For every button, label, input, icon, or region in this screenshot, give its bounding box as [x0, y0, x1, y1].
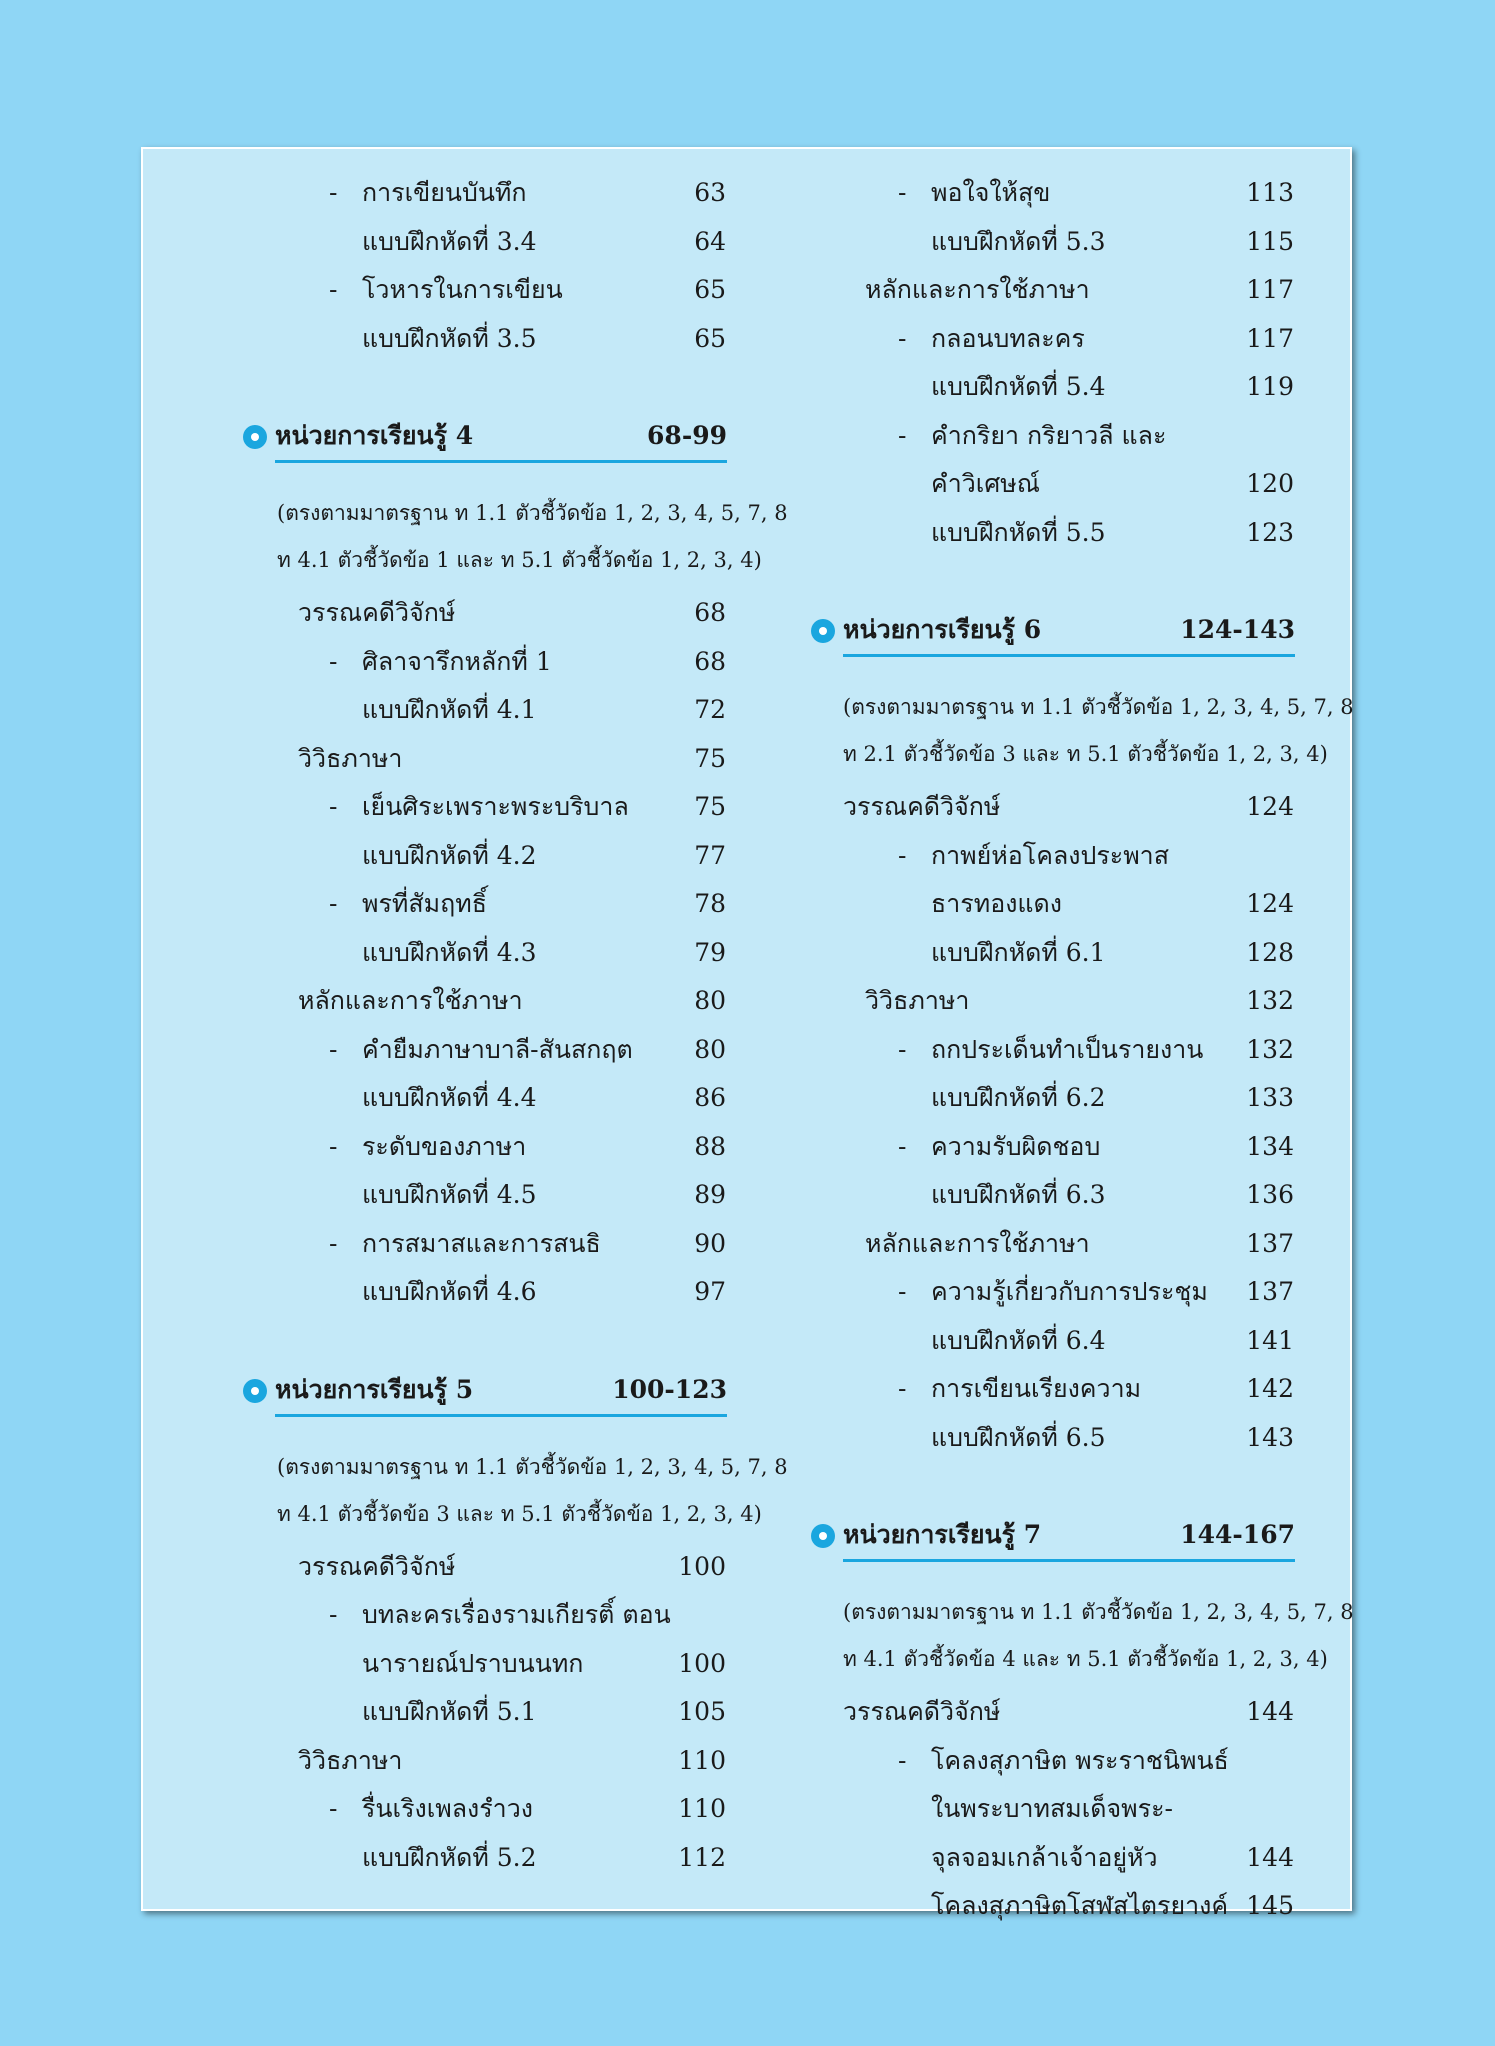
page-number: 100	[678, 1648, 726, 1678]
page-number: 110	[678, 1745, 726, 1775]
topic-entry: ถกประเด็นทำเป็นรายงาน	[931, 1034, 1204, 1064]
unit-underline	[843, 654, 1295, 657]
section-heading: วรรณคดีวิจักษ์	[298, 598, 456, 627]
section-heading: วรรณคดีวิจักษ์	[298, 1551, 456, 1581]
dash-marker: -	[329, 1034, 338, 1064]
page-number: 86	[694, 1083, 726, 1112]
page-number: 119	[1246, 372, 1294, 401]
exercise-entry: จุลจอมเกล้าเจ้าอยู่หัว	[931, 1842, 1158, 1872]
dash-marker: -	[898, 1277, 907, 1306]
bullet-icon	[243, 1379, 267, 1403]
unit-page-range: 124-143	[1180, 615, 1295, 644]
page-number: 124	[1246, 792, 1294, 821]
bullet-icon	[811, 619, 835, 643]
unit-header	[811, 610, 1295, 650]
unit-title: หน่วยการเรียนรู้ 6	[843, 615, 1042, 644]
section-heading: วิวิธภาษา	[865, 986, 970, 1015]
unit-header	[243, 1370, 727, 1410]
exercise-entry: แบบฝึกหัดที่ 6.5	[931, 1422, 1106, 1452]
page-number: 80	[694, 1034, 726, 1064]
topic-entry: ความรับผิดชอบ	[931, 1131, 1101, 1161]
page-number: 144	[1246, 1697, 1294, 1726]
page-number: 128	[1246, 937, 1294, 967]
exercise-entry: แบบฝึกหัดที่ 3.5	[362, 323, 537, 353]
page-number: 117	[1246, 275, 1294, 304]
page-number: 68	[694, 598, 726, 627]
topic-entry: บทละครเรื่องรามเกียรติ์ ตอน	[362, 1600, 671, 1629]
dash-marker: -	[329, 1131, 338, 1161]
topic-entry: การสมาสและการสนธิ	[362, 1228, 601, 1258]
bullet-icon	[811, 1524, 835, 1548]
topic-entry: การเขียนบันทึก	[362, 178, 527, 207]
topic-entry: คำยืมภาษาบาลี-สันสกฤต	[362, 1034, 633, 1064]
toc-page	[141, 147, 1354, 1920]
page-number: 75	[694, 743, 726, 773]
section-heading: หลักและการใช้ภาษา	[298, 986, 523, 1015]
standards-note: ท 2.1 ตัวชี้วัดข้อ 3 และ ท 5.1 ตัวชี้วัดข้อ 1, 2, 3, 4)	[843, 742, 1328, 766]
page-number: 143	[1246, 1422, 1294, 1452]
exercise-entry: โคลงสุภาษิตโสฬสไตรยางค์	[931, 1891, 1229, 1920]
page-number: 112	[678, 1842, 726, 1872]
topic-entry: โวหารในการเขียน	[362, 275, 563, 304]
exercise-entry: แบบฝึกหัดที่ 4.4	[362, 1083, 537, 1112]
topic-entry: เย็นศิระเพราะพระบริบาล	[362, 792, 629, 821]
section-heading: วรรณคดีวิจักษ์	[843, 792, 1001, 821]
page-number: 145	[1246, 1891, 1294, 1920]
dash-marker: -	[329, 889, 338, 918]
page-number: 132	[1246, 1034, 1294, 1064]
page-number: 132	[1246, 986, 1294, 1015]
page-number: 72	[694, 695, 726, 724]
exercise-entry: แบบฝึกหัดที่ 6.1	[931, 937, 1106, 967]
topic-entry: ความรู้เกี่ยวกับการประชุม	[931, 1277, 1208, 1306]
page-number: 144	[1246, 1842, 1294, 1872]
exercise-entry: แบบฝึกหัดที่ 6.4	[931, 1325, 1106, 1355]
page-number: 77	[694, 840, 726, 870]
dash-marker: -	[329, 275, 338, 304]
dash-marker: -	[898, 178, 907, 207]
topic-entry: พรที่สัมฤทธิ์	[362, 889, 487, 918]
topic-entry: ศิลาจารึกหลักที่ 1	[362, 646, 552, 676]
page-number: 97	[694, 1277, 726, 1306]
unit-header	[811, 1515, 1295, 1555]
page-number: 80	[694, 986, 726, 1015]
page-number: 137	[1246, 1228, 1294, 1258]
page-number: 142	[1246, 1374, 1294, 1403]
page-number: 136	[1246, 1180, 1294, 1209]
exercise-entry: ในพระบาทสมเด็จพระ-	[931, 1794, 1173, 1823]
page-number: 78	[694, 889, 726, 918]
standards-note: ท 4.1 ตัวชี้วัดข้อ 4 และ ท 5.1 ตัวชี้วัดข้อ 1, 2, 3, 4)	[843, 1647, 1328, 1671]
unit-title: หน่วยการเรียนรู้ 4	[275, 421, 474, 450]
standards-note: ท 4.1 ตัวชี้วัดข้อ 3 และ ท 5.1 ตัวชี้วัดข้อ 1, 2, 3, 4)	[277, 1501, 762, 1526]
exercise-entry: แบบฝึกหัดที่ 5.2	[362, 1842, 537, 1872]
dash-marker: -	[329, 646, 338, 676]
standards-note: ท 4.1 ตัวชี้วัดข้อ 1 และ ท 5.1 ตัวชี้วัดข้อ 1, 2, 3, 4)	[277, 548, 762, 572]
topic-entry: รื่นเริงเพลงรำวง	[362, 1794, 533, 1823]
unit-underline	[275, 1414, 727, 1417]
exercise-entry: แบบฝึกหัดที่ 5.1	[362, 1697, 537, 1726]
page-number: 65	[694, 275, 726, 304]
page-number: 63	[694, 178, 726, 207]
unit-page-range: 100-123	[612, 1374, 727, 1404]
exercise-entry: แบบฝึกหัดที่ 5.3	[931, 226, 1106, 256]
dash-marker: -	[898, 840, 907, 870]
exercise-entry: แบบฝึกหัดที่ 4.2	[362, 840, 537, 870]
page-number: 124	[1246, 889, 1294, 918]
page-number: 105	[678, 1697, 726, 1726]
topic-entry: กลอนบทละคร	[931, 323, 1085, 353]
topic-entry: โคลงสุภาษิต พระราชนิพนธ์	[931, 1745, 1229, 1775]
standards-note: (ตรงตามมาตรฐาน ท 1.1 ตัวชี้วัดข้อ 1, 2, 3, 4, 5, 7, 8	[843, 1600, 1354, 1624]
page-number: 68	[694, 646, 726, 676]
exercise-entry: แบบฝึกหัดที่ 6.2	[931, 1083, 1106, 1112]
topic-entry: คำกริยา กริยาวลี และ	[931, 420, 1167, 450]
dash-marker: -	[329, 1794, 338, 1823]
topic-entry: พอใจให้สุข	[931, 178, 1051, 207]
exercise-entry: แบบฝึกหัดที่ 5.5	[931, 517, 1106, 547]
unit-header	[243, 416, 727, 456]
section-heading: วิวิธภาษา	[298, 1745, 403, 1775]
page-number: 120	[1246, 469, 1294, 498]
page-number: 123	[1246, 517, 1294, 547]
section-heading: หลักและการใช้ภาษา	[865, 1228, 1090, 1258]
page-number: 137	[1246, 1277, 1294, 1306]
section-heading: วรรณคดีวิจักษ์	[843, 1697, 1001, 1726]
exercise-entry: แบบฝึกหัดที่ 4.3	[362, 937, 537, 967]
page-number: 79	[694, 937, 726, 967]
page-number: 64	[694, 226, 726, 256]
unit-page-range: 68-99	[647, 421, 727, 450]
dash-marker: -	[898, 323, 907, 353]
page-number: 110	[678, 1794, 726, 1823]
exercise-entry: แบบฝึกหัดที่ 4.5	[362, 1180, 537, 1209]
unit-title: หน่วยการเรียนรู้ 7	[843, 1520, 1042, 1549]
unit-underline	[275, 460, 727, 463]
page-number: 90	[694, 1228, 726, 1258]
page-number: 75	[694, 792, 726, 821]
section-heading: วิวิธภาษา	[298, 743, 403, 773]
topic-entry: กาพย์ห่อโคลงประพาส	[931, 840, 1169, 870]
dash-marker: -	[898, 1131, 907, 1161]
dash-marker: -	[329, 178, 338, 207]
bullet-icon	[243, 425, 267, 449]
exercise-entry: แบบฝึกหัดที่ 4.1	[362, 695, 537, 724]
exercise-entry: นารายณ์ปราบนนทก	[362, 1648, 584, 1678]
page-number: 115	[1246, 226, 1294, 256]
standards-note: (ตรงตามมาตรฐาน ท 1.1 ตัวชี้วัดข้อ 1, 2, 3, 4, 5, 7, 8	[277, 501, 788, 525]
page-number: 89	[694, 1180, 726, 1209]
unit-page-range: 144-167	[1180, 1520, 1295, 1549]
page-number: 134	[1246, 1131, 1294, 1161]
page-number: 100	[678, 1551, 726, 1581]
standards-note: (ตรงตามมาตรฐาน ท 1.1 ตัวชี้วัดข้อ 1, 2, 3, 4, 5, 7, 8	[277, 1454, 788, 1479]
exercise-entry: แบบฝึกหัดที่ 5.4	[931, 372, 1106, 401]
dash-marker: -	[329, 1228, 338, 1258]
page-number: 65	[694, 323, 726, 353]
exercise-entry: คำวิเศษณ์	[931, 469, 1040, 498]
dash-marker: -	[898, 420, 907, 450]
section-heading: หลักและการใช้ภาษา	[865, 275, 1090, 304]
page-number: 133	[1246, 1083, 1294, 1112]
page-number: 113	[1246, 178, 1294, 207]
exercise-entry: แบบฝึกหัดที่ 6.3	[931, 1180, 1106, 1209]
exercise-entry: ธารทองแดง	[931, 889, 1062, 918]
standards-note: (ตรงตามมาตรฐาน ท 1.1 ตัวชี้วัดข้อ 1, 2, 3, 4, 5, 7, 8	[843, 695, 1354, 719]
dash-marker: -	[329, 792, 338, 821]
page-number: 88	[694, 1131, 726, 1161]
page-number: 141	[1246, 1325, 1294, 1355]
exercise-entry: แบบฝึกหัดที่ 3.4	[362, 226, 537, 256]
unit-title: หน่วยการเรียนรู้ 5	[275, 1374, 474, 1404]
dash-marker: -	[329, 1600, 338, 1629]
topic-entry: ระดับของภาษา	[362, 1131, 527, 1161]
dash-marker: -	[898, 1374, 907, 1403]
unit-underline	[843, 1559, 1295, 1562]
topic-entry: การเขียนเรียงความ	[931, 1374, 1142, 1403]
exercise-entry: แบบฝึกหัดที่ 4.6	[362, 1277, 537, 1306]
page-number: 117	[1246, 323, 1294, 353]
dash-marker: -	[898, 1034, 907, 1064]
dash-marker: -	[898, 1745, 907, 1775]
